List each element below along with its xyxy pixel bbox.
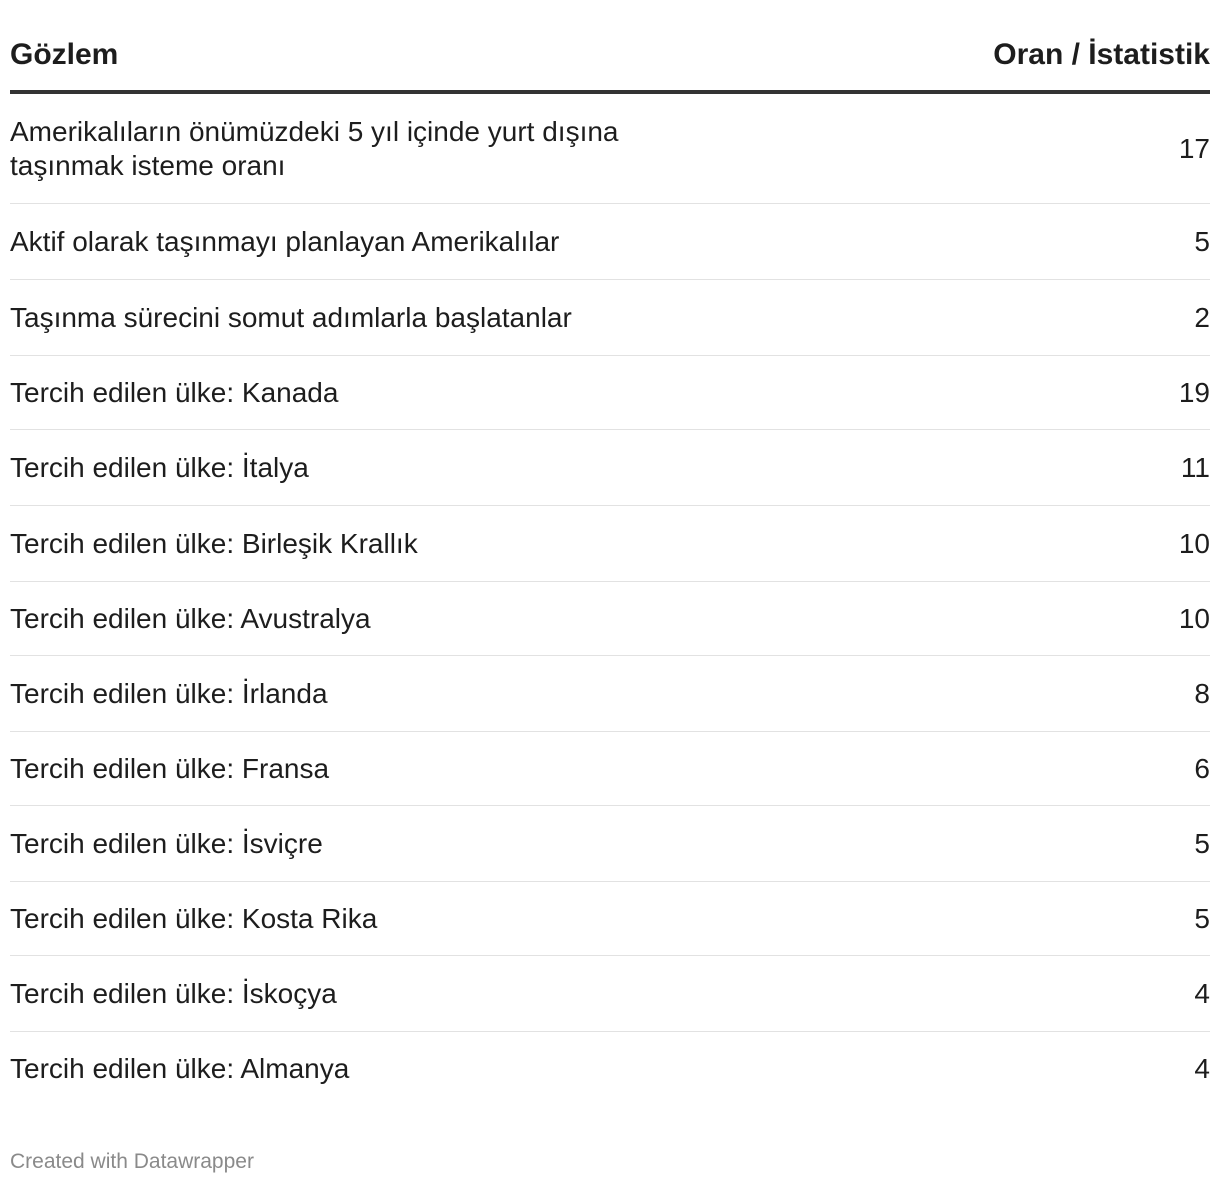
row-value: 5 [1194,225,1210,257]
row-value: 2 [1194,301,1210,333]
row-label: Taşınma sürecini somut adımlarla başlatanlar [10,301,572,333]
row-label: Tercih edilen ülke: İtalya [10,451,309,483]
row-value: 4 [1194,1053,1210,1084]
row-label: Tercih edilen ülke: Kanada [10,376,339,408]
table-row [10,506,1210,582]
table-row [10,582,1210,656]
row-value: 11 [1180,451,1210,483]
row-label: Amerikalıların önümüzdeki 5 yıl içinde yurt dışına taşınmak isteme oranı [10,115,619,181]
table-row [10,356,1210,430]
row-value: 19 [1178,376,1210,408]
table-row [10,280,1210,356]
table-row [10,806,1210,882]
row-label: Tercih edilen ülke: Almanya [10,1053,350,1084]
row-value: 5 [1194,827,1210,859]
row-label: Aktif olarak taşınmayı planlayan Amerikalılar [10,225,560,257]
row-label: Tercih edilen ülke: İsviçre [10,827,323,859]
column-header-rate: Oran / İstatistik [993,38,1210,71]
table-row [10,956,1210,1032]
row-value: 10 [1178,602,1210,634]
footer-credit: Created with Datawrapper [10,1150,254,1173]
row-value: 6 [1194,752,1210,784]
table-row [10,1032,1210,1106]
row-label: Tercih edilen ülke: Avustralya [10,602,371,634]
table-row [10,94,1210,204]
row-value: 4 [1194,977,1210,1009]
row-label: Tercih edilen ülke: Birleşik Krallık [10,527,418,559]
table-body [10,94,1210,1106]
table-row [10,430,1210,506]
table-header [10,40,1210,94]
row-label: Tercih edilen ülke: Fransa [10,752,330,784]
row-value: 8 [1194,677,1210,709]
table-row [10,882,1210,956]
row-label: Tercih edilen ülke: İskoçya [10,977,337,1009]
row-label: Tercih edilen ülke: Kosta Rika [10,902,378,934]
table-row [10,656,1210,732]
row-value: 5 [1194,902,1210,934]
row-label: Tercih edilen ülke: İrlanda [10,677,328,709]
table-row [10,204,1210,280]
column-header-observation: Gözlem [10,38,119,71]
table-row [10,732,1210,806]
data-table [10,0,1210,1106]
row-value: 10 [1178,527,1210,559]
row-value: 17 [1178,132,1210,164]
